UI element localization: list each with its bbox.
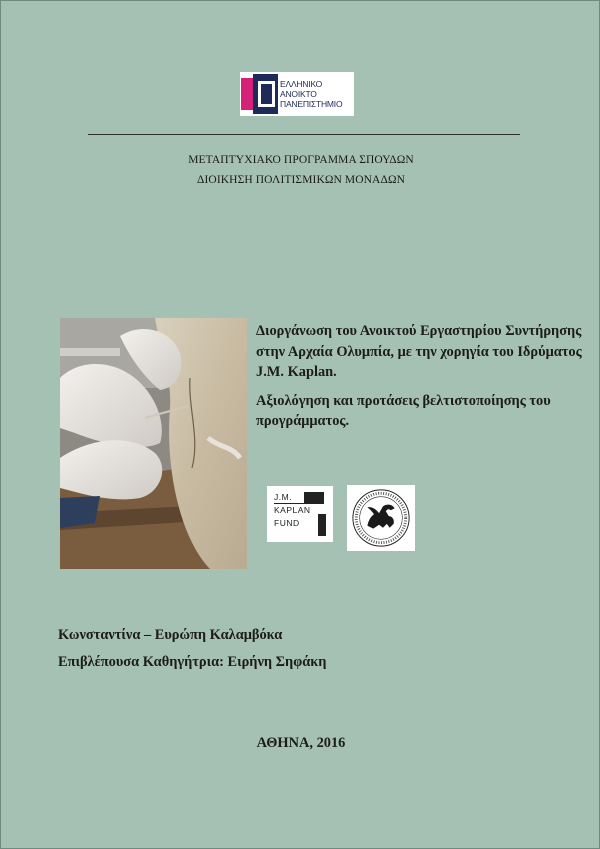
museum-logo xyxy=(347,485,415,551)
kaplan-fund-mark xyxy=(274,492,326,536)
university-logo-mark-icon xyxy=(240,72,280,116)
university-name xyxy=(280,79,342,109)
kaplan-fund-line: KAPLAN xyxy=(274,505,311,515)
author-name: Κωνσταντίνα – Ευρώπη Καλαμβόκα xyxy=(58,627,283,643)
thesis-title-block xyxy=(256,321,591,432)
thesis-title: Διοργάνωση του Ανοικτού Εργαστηρίου Συντήρησης στην Αρχαία Ολυμπία, με την χορηγία του Ιδρύματος J.M. Kaplan. xyxy=(256,323,582,380)
university-name-line: ΑΝΟΙΚΤΟ xyxy=(280,89,317,99)
griffin-seal-icon xyxy=(350,487,412,549)
supervisor-name: Επιβλέπουσα Καθηγήτρια: Ειρήνη Σηφάκη xyxy=(58,654,327,670)
university-name-line: ΠΑΝΕΠΙΣΤΗΜΙΟ xyxy=(280,99,343,109)
thesis-subtitle: Αξιολόγηση και προτάσεις βελτιστοποίησης του προγράμματος. xyxy=(256,392,551,429)
university-name-line: ΕΛΛΗΝΙΚΟ xyxy=(280,79,323,89)
kaplan-fund-logo xyxy=(267,486,333,542)
header-divider xyxy=(88,134,520,135)
kaplan-fund-block xyxy=(304,492,324,503)
kaplan-fund-block xyxy=(318,514,326,536)
university-logo xyxy=(240,72,354,116)
program-specialization: ΔΙΟΙΚΗΣΗ ΠΟΛΙΤΙΣΜΙΚΩΝ ΜΟΝΑΔΩΝ xyxy=(197,174,405,186)
kaplan-fund-line: J.M. xyxy=(274,492,293,502)
program-name: ΜΕΤΑΠΤΥΧΙΑΚΟ ΠΡΟΓΡΑΜΜΑ ΣΠΟΥΔΩΝ xyxy=(188,154,414,166)
kaplan-fund-line: FUND xyxy=(274,518,300,528)
place-and-year: ΑΘΗΝΑ, 2016 xyxy=(256,735,346,751)
photo-illustration xyxy=(60,318,247,569)
kaplan-fund-divider xyxy=(274,503,324,504)
conservation-photo xyxy=(60,318,247,569)
